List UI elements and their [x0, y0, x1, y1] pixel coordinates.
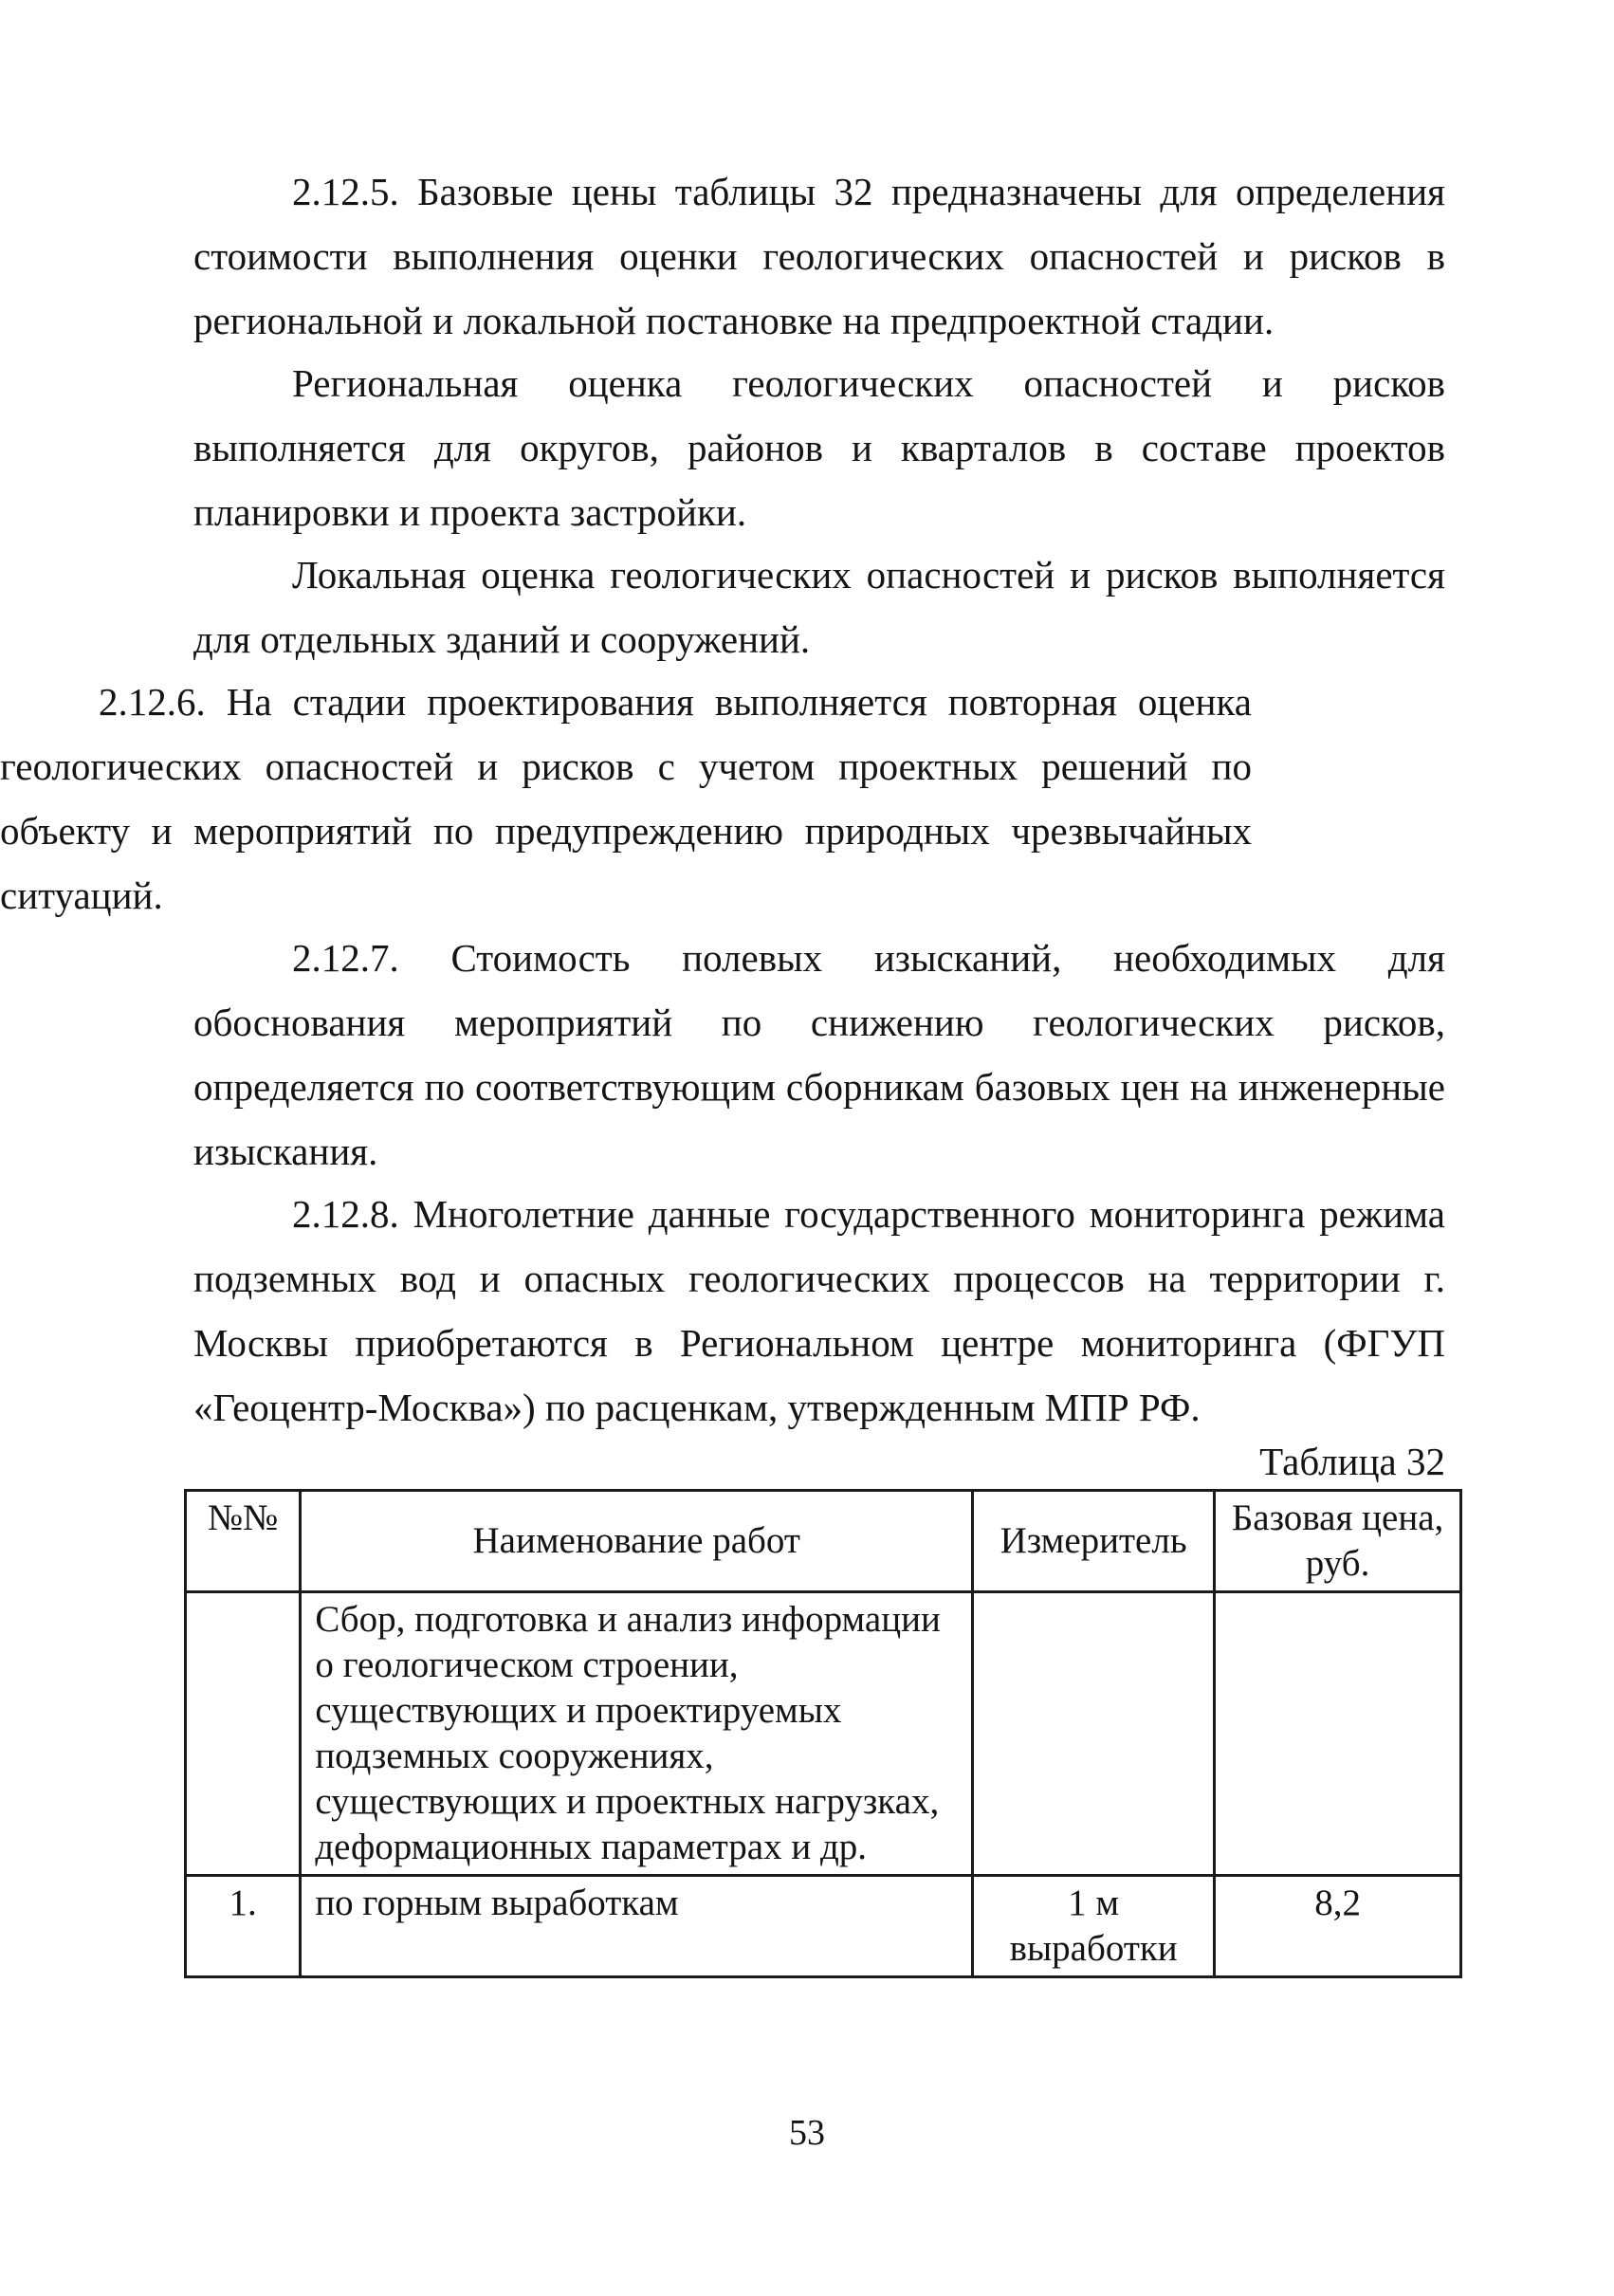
- group-unit-cell: [973, 1592, 1215, 1876]
- group-price-cell: [1215, 1592, 1461, 1876]
- paragraph-local-assessment: Локальная оценка геологических опасностей и рисков выполняется для отдельных зданий и сооружений.: [193, 553, 1445, 661]
- table-group-row: [186, 1592, 1461, 1876]
- row-unit-cell: 1 м выработки: [973, 1876, 1215, 1977]
- header-unit: Измеритель: [973, 1491, 1215, 1592]
- header-name: Наименование работ: [301, 1491, 973, 1592]
- row-name-cell: по горным выработкам: [301, 1876, 973, 1977]
- paragraph-2-12-7: 2.12.7. Стоимость полевых изысканий, необходимых для обоснования мероприятий по снижению геологических рисков, определяется по соответствующим сборникам базовых цен на инженерные изыскания.: [193, 936, 1445, 1173]
- base-prices-table: [184, 1489, 1462, 1978]
- header-number: №№: [186, 1491, 301, 1592]
- table-header-row: [186, 1491, 1461, 1592]
- paragraph-regional-assessment: Региональная оценка геологических опасностей и рисков выполняется для округов, районов и кварталов в составе проектов планировки и проекта застройки.: [193, 361, 1445, 534]
- group-name-cell: Сбор, подготовка и анализ информации о геологическом строении, существующих и проектируемых подземных сооружениях, существующих и проектных нагрузках, деформационных параметрах и др.: [301, 1592, 973, 1876]
- paragraph-2-12-6: 2.12.6. На стадии проектирования выполняется повторная оценка геологических опасностей и рисков с учетом проектных решений по объекту и мероприятий по предупреждению природных чрезвычайных ситуаций.: [0, 680, 1252, 917]
- table-caption: Таблица 32: [1259, 1440, 1445, 1483]
- page-number: 53: [789, 2113, 825, 2153]
- header-price: Базовая цена, руб.: [1215, 1491, 1461, 1592]
- table-row: [186, 1876, 1461, 1977]
- row-price-cell: 8,2: [1215, 1876, 1461, 1977]
- paragraph-2-12-5: 2.12.5. Базовые цены таблицы 32 предназначены для определения стоимости выполнения оценки геологических опасностей и рисков в региональной и локальной постановке на предпроектной стадии.: [193, 170, 1445, 342]
- paragraph-2-12-8: 2.12.8. Многолетние данные государственного мониторинга режима подземных вод и опасных геологических процессов на территории г. Москвы приобретаются в Региональном центре мониторинга (ФГУП «Геоцентр-Москва») по расценкам, утвержденным МПР РФ.: [193, 1192, 1445, 1429]
- group-number-cell: [186, 1592, 301, 1876]
- row-number-cell: 1.: [186, 1876, 301, 1977]
